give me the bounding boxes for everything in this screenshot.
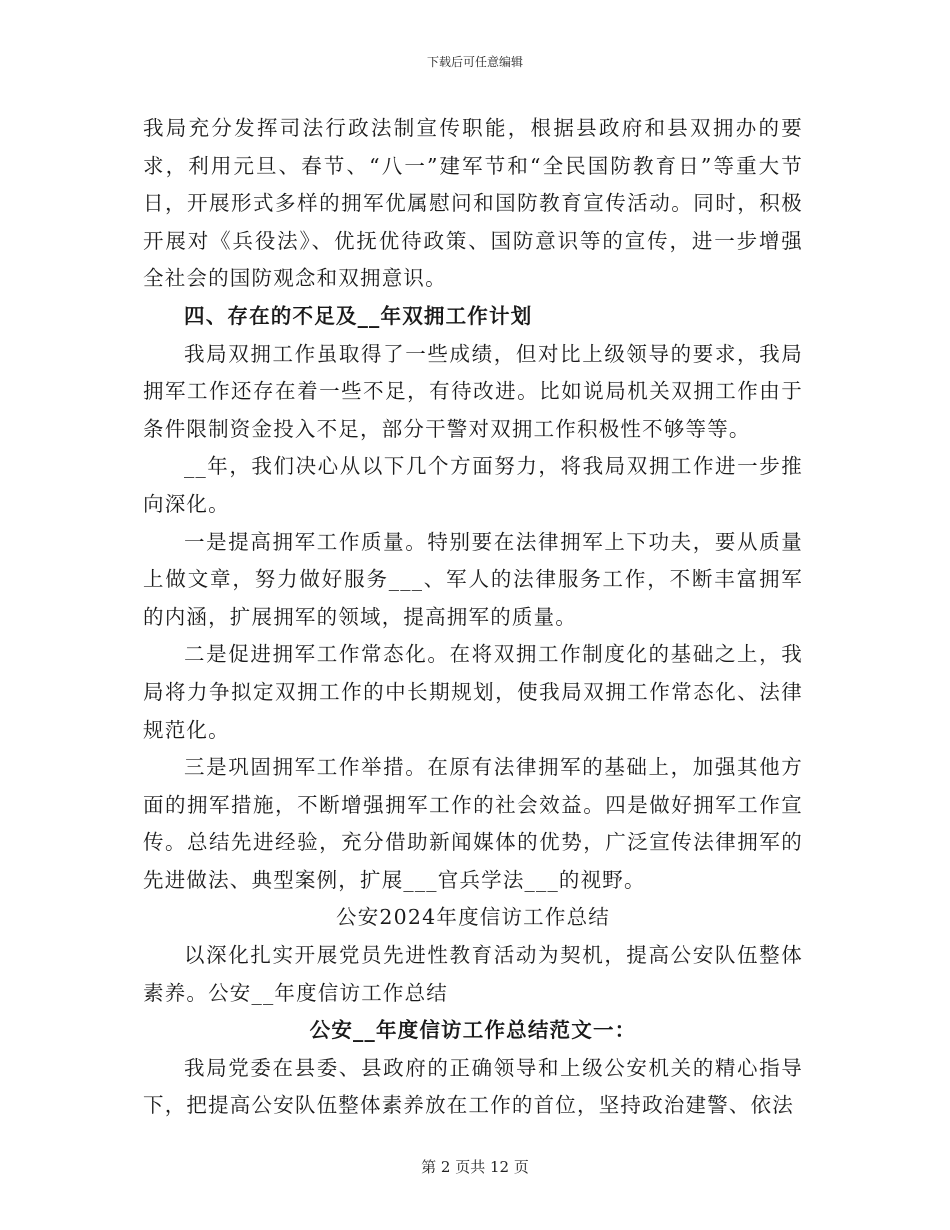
paragraph-shortcomings: 我局双拥工作虽取得了一些成绩，但对比上级领导的要求，我局拥军工作还存在着一些不足，有待改进。比如说局机关双拥工作由于条件限制资金投入不足，部分干警对双拥工作积极性不够等等。 xyxy=(143,341,803,441)
paragraph-title-intro: 以深化扎实开展党员先进性教育活动为契机，提高公安队伍整体素养。公安__年度信访工作总结 xyxy=(143,943,803,1005)
paragraph-plan-three-four: 三是巩固拥军工作举措。在原有法律拥军的基础上，加强其他方面的拥军措施，不断增强拥军工作的社会效益。四是做好拥军工作宣传。总结先进经验，充分借助新闻媒体的优势，广泛宣传法律拥军的先进做法、典型案例，扩展___官兵学法___的视野。 xyxy=(143,755,803,892)
paragraph-publicity: 我局充分发挥司法行政法制宣传职能，根据县政府和县双拥办的要求，利用元旦、春节、“八一”建军节和“全民国防教育日”等重大节日，开展形式多样的拥军优属慰问和国防教育宣传活动。同时，积极开展对《兵役法》、优抚优待政策、国防意识等的宣传，进一步增强全社会的国防观念和双拥意识。 xyxy=(143,116,803,291)
document-body xyxy=(143,110,803,1125)
page-footer: 第 2 页共 12 页 xyxy=(421,1158,529,1176)
section-heading-shortcomings: 四、存在的不足及__年双拥工作计划 xyxy=(184,303,533,328)
paragraph-plan-two: 二是促进拥军工作常态化。在将双拥工作制度化的基础之上，我局将力争拟定双拥工作的中长期规划，使我局双拥工作常态化、法律规范化。 xyxy=(143,642,803,742)
document-title: 公安2024年度信访工作总结 xyxy=(336,905,610,930)
section-heading-sample-one: 公安__年度信访工作总结范文一： xyxy=(309,1018,637,1043)
paragraph-plan-intro: __年，我们决心从以下几个方面努力，将我局双拥工作进一步推向深化。 xyxy=(143,454,803,516)
paragraph-sample-one: 我局党委在县委、县政府的正确领导和上级公安机关的精心指导下，把提高公安队伍整体素养放在工作的首位，坚持政治建警、依法 xyxy=(143,1055,803,1118)
paragraph-plan-one: 一是提高拥军工作质量。特别要在法律拥军上下功夫，要从质量上做文章，努力做好服务___、军人的法律服务工作，不断丰富拥军的内涵，扩展拥军的领域，提高拥军的质量。 xyxy=(143,529,803,629)
page-header: 下载后可任意编辑 xyxy=(426,55,523,69)
